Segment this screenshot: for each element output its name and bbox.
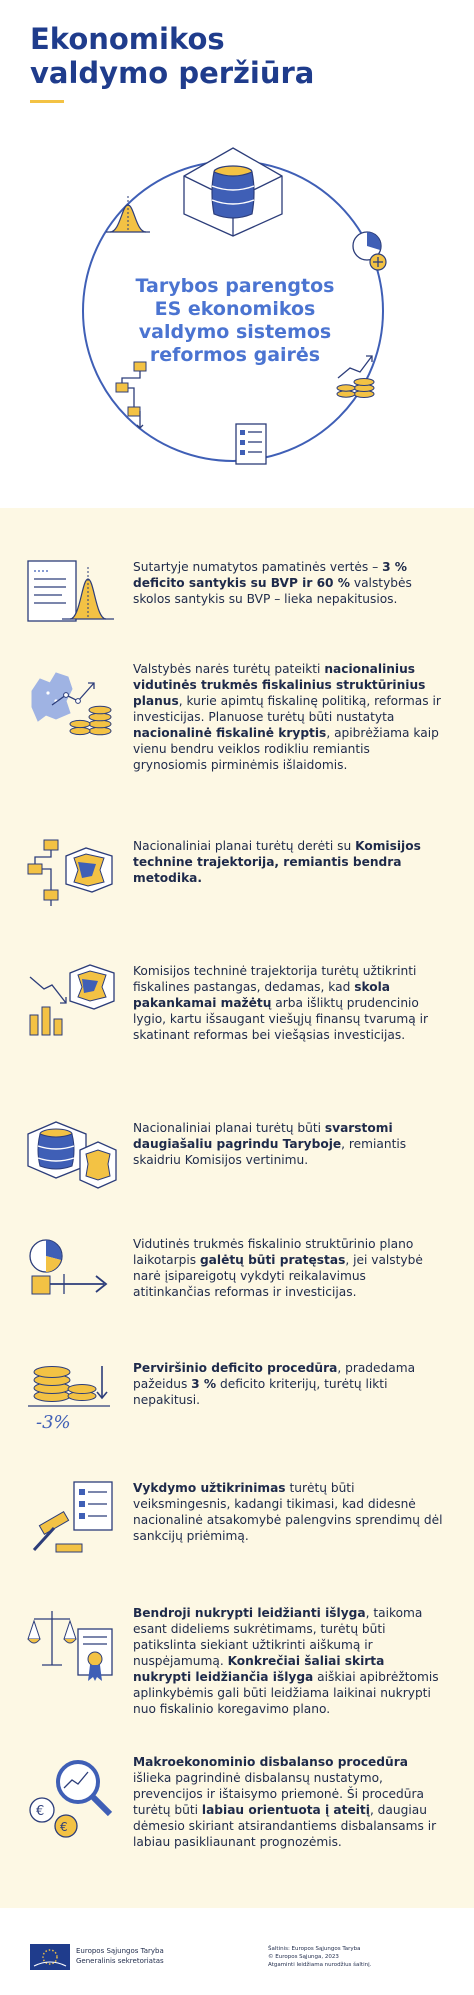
pie-arrow-icon	[26, 1236, 118, 1308]
content-panel	[0, 508, 474, 1908]
hero-caption-line: reformos gairės	[149, 344, 321, 366]
item-text: Nacionaliniai planai turėtų derėti su Komisijos technine trajektorija, remiantis bendra metodika.	[133, 839, 421, 885]
footer-source-line: Atgaminti leidžiama nurodžius šaltinį.	[268, 1962, 372, 1968]
item-text: Makroekonominio disbalanso procedūra išlieka pagrindinė disbalansų nustatymo, prevencijos ir ištaisymo priemonė. Ši procedūra turėtų būti labiau orientuota į ateitį, daugiau dėmesio skiriant atsirandantiems disbalansams ir labiau pasikliaunant prognozėmis.	[133, 1755, 437, 1849]
footer-org-line: Generalinis sekretoriatas	[76, 1957, 164, 1965]
magnifier-euro-icon	[26, 1754, 118, 1840]
item-text: Bendroji nukrypti leidžianti išlyga, taikoma esant dideliems sukrėtimams, turėtų būti patikslinta siekiant užtikrinti aiškumą ir nuspėjamumą. Konkrečiai šaliai skirta nukrypti leidžiančia išlyga aiškiai apibrėžtomis aplinkybėmis gali būti leidžiama laikinai nukrypti nuo fiskalinio koregavimo plano.	[133, 1606, 439, 1716]
svg-text:€: €	[60, 1820, 68, 1834]
item-text: Komisijos techninė trajektorija turėtų užtikrinti fiskalines pastangas, dedamas, kad skola pakankamai mažėtų arba išliktų prudencinio lygio, kartu išsaugant viešųjų finansų tvarumą ir skatinant reformas bei viešąsias investicijas.	[133, 964, 428, 1042]
item-text: Perviršinio deficito procedūra, pradedama pažeidus 3 % deficito kriterijų, turėtų likti nepakitusi.	[133, 1361, 416, 1407]
barrel-cube-icon	[26, 1120, 118, 1194]
council-logo-icon	[30, 1944, 70, 1970]
barrel-cube-icon	[184, 148, 282, 236]
hero-caption-line: valdymo sistemos	[138, 321, 332, 343]
flowchart-icon	[116, 362, 146, 428]
hero-caption-line: ES ekonomikos	[154, 298, 316, 320]
footer-source-line: Šaltinis: Europos Sąjungos Taryba	[268, 1946, 361, 1952]
footer-org-line: Europos Sąjungos Taryba	[76, 1947, 164, 1955]
flowchart-cube-icon	[26, 838, 118, 908]
eu-map-chart-coins-icon	[26, 661, 118, 737]
page-title-line-1: Ekonomikos	[30, 22, 225, 56]
hero-caption	[135, 275, 335, 367]
item-text: Vykdymo užtikrinimas turėtų būti veiksmingesnis, kadangi tikimasi, kad didesnė nacionalinė atsakomybė palengvins sprendimų dėl sankcijų priėmimą.	[133, 1481, 443, 1543]
page-title	[30, 22, 450, 90]
footer-organisation	[76, 1946, 164, 1966]
page-title-line-2: valdymo peržiūra	[30, 56, 315, 90]
footer-source	[268, 1945, 371, 1969]
pie-plus-icon	[353, 232, 386, 270]
item-text: Sutartyje numatytos pamatinės vertės – 3 % deficito santykis su BVP ir 60 % valstybės skolos santykis su BVP – lieka nepakitusios.	[133, 560, 412, 606]
coins-minus-3-icon	[26, 1360, 118, 1436]
title-underline	[30, 100, 64, 103]
bell-curve-icon	[106, 196, 150, 232]
scales-certificate-icon	[26, 1605, 118, 1689]
item-text: Valstybės narės turėtų pateikti nacionalinius vidutinės trukmės fiskalinius struktūrinius planus, kurie apimtų fiskalinę politiką, reformas ir investicijas. Planuose turėtų būti nustatyta nacionalinė fiskalinė kryptis, apibrėžiama kaip vienu bendru veiklos rodikliu remiantis grynosiomis pirminėmis išlaidomis.	[133, 662, 441, 772]
gavel-checklist-icon	[26, 1480, 118, 1558]
footer-source-line: © Europos Sąjunga, 2023	[268, 1954, 339, 1960]
item-text: Vidutinės trukmės fiskalinio struktūrinio plano laikotarpis galėtų būti pratęstas, jei valstybė narė įsipareigotų vykdyti reikalavimus atitinkančias reformas ir investicijas.	[133, 1237, 423, 1299]
svg-text:€: €	[36, 1804, 45, 1819]
footer	[0, 1908, 474, 1995]
item-text: Nacionaliniai planai turėtų būti svarstomi daugiašaliu pagrindu Taryboje, remiantis skaidriu Komisijos vertinimu.	[133, 1121, 407, 1167]
hero-caption-line: Tarybos parengtos	[135, 275, 335, 297]
downtrend-cube-icon	[26, 963, 118, 1039]
bell-curve-document-icon	[26, 559, 116, 629]
minus-3-label: -3%	[36, 1412, 71, 1433]
checklist-icon	[236, 424, 266, 464]
